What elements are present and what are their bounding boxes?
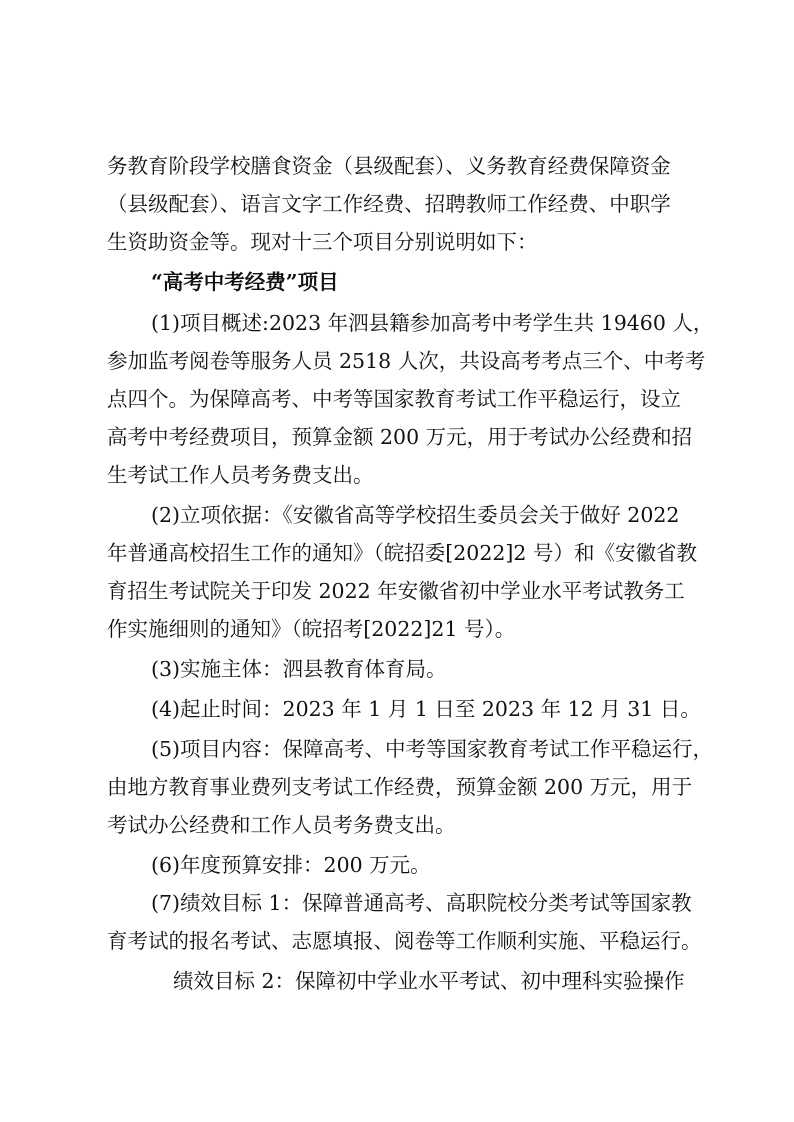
item4-line: (4)起止时间：2023 年 1 月 1 日至 2023 年 12 月 31 日。 <box>151 697 701 721</box>
intro-line-3: 生资助资金等。现对十三个项目分别说明如下： <box>107 230 538 254</box>
item6-line: (6)年度预算安排：200 万元。 <box>151 853 431 877</box>
item2-line-1: (2)立项依据：《安徽省高等学校招生委员会关于做好 2022 <box>151 503 680 527</box>
intro-line-1: 务教育阶段学校膳食资金（县级配套）、义务教育经费保障资金 <box>107 154 671 178</box>
item1-line-4: 高考中考经费项目，预算金额 200 万元，用于考试办公经费和招 <box>107 425 693 449</box>
item7-line-2: 育考试的报名考试、志愿填报、阅卷等工作顺利实施、平稳运行。 <box>107 929 702 953</box>
item5-line-2: 由地方教育事业费列支考试工作经费，预算金额 200 万元，用于 <box>107 775 693 799</box>
item7-line-1: (7)绩效目标 1：保障普通高考、高职院校分类考试等国家教 <box>151 891 692 915</box>
intro-line-2: （县级配套）、语言文字工作经费、招聘教师工作经费、中职学 <box>107 192 671 216</box>
item1-line-5: 生考试工作人员考务费支出。 <box>107 463 374 487</box>
item5-line-3: 考试办公经费和工作人员考务费支出。 <box>107 813 456 837</box>
item2-line-3: 育招生考试院关于印发 2022 年安徽省初中学业水平考试教务工 <box>107 579 685 603</box>
section-heading: “高考中考经费”项目 <box>151 270 339 294</box>
item2-line-2: 年普通高校招生工作的通知》（皖招委[2022]2 号）和《安徽省教 <box>107 541 697 565</box>
item1-line-3: 点四个。为保障高考、中考等国家教育考试工作平稳运行，设立 <box>107 387 681 411</box>
item3-line: (3)实施主体：泗县教育体育局。 <box>151 657 447 681</box>
item2-line-4: 作实施细则的通知》（皖招考[2022]21 号）。 <box>107 617 516 641</box>
item5-line-1: (5)项目内容：保障高考、中考等国家教育考试工作平稳运行， <box>151 737 714 761</box>
goal2-line: 绩效目标 2：保障初中学业水平考试、初中理科实验操作 <box>173 969 685 993</box>
item1-line-1: (1)项目概述:2023 年泗县籍参加高考中考学生共 19460 人， <box>151 311 714 335</box>
item1-line-2: 参加监考阅卷等服务人员 2518 人次，共设高考考点三个、中考考 <box>107 349 706 373</box>
